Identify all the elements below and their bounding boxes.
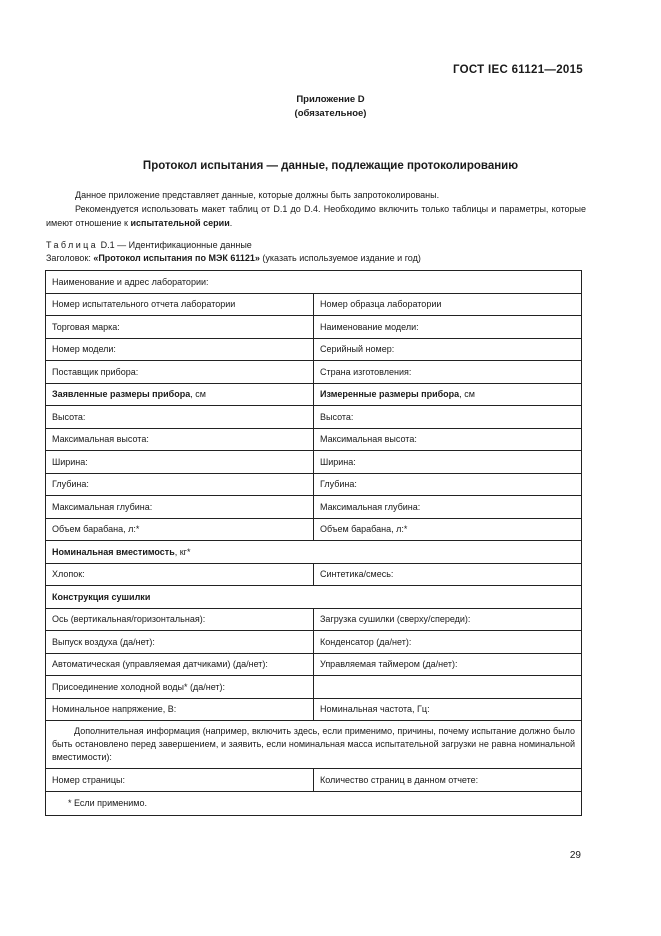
axis-cell[interactable]: Ось (вертикальная/горизонтальная): — [46, 608, 314, 631]
table-row — [46, 586, 582, 609]
table-row — [46, 383, 582, 406]
table-row — [46, 698, 582, 721]
serial-number-cell[interactable]: Серийный номер: — [314, 338, 582, 361]
supplier-cell[interactable]: Поставщик прибора: — [46, 361, 314, 384]
page-number-cell[interactable]: Номер страницы: — [46, 769, 314, 792]
capacity-label: Номинальная вместимость — [52, 546, 175, 557]
table-row — [46, 406, 582, 429]
header-suffix: (указать используемое издание и год) — [259, 253, 421, 263]
model-name-cell[interactable]: Наименование модели: — [314, 316, 582, 339]
table-row — [46, 791, 582, 815]
synthetic-cell[interactable]: Синтетика/смесь: — [314, 563, 582, 586]
frequency-cell[interactable]: Номинальная частота, Гц: — [314, 698, 582, 721]
table-row — [46, 271, 582, 294]
table-row — [46, 721, 582, 769]
declared-max-depth-cell[interactable]: Максимальная глубина: — [46, 496, 314, 519]
declared-height-cell[interactable]: Высота: — [46, 406, 314, 429]
table-row — [46, 361, 582, 384]
table-row — [46, 316, 582, 339]
declared-max-height-cell[interactable]: Максимальная высота: — [46, 428, 314, 451]
table-header-note — [46, 253, 421, 263]
cotton-cell[interactable]: Хлопок: — [46, 563, 314, 586]
appendix-title: Приложение D — [296, 94, 365, 105]
measured-width-cell[interactable]: Ширина: — [314, 451, 582, 474]
capacity-unit: , кг* — [174, 546, 191, 557]
declared-dimensions-header — [46, 383, 314, 406]
intro-paragraph-1: Данное приложение представляет данные, которые должны быть запротоколированы. — [75, 190, 440, 200]
voltage-cell[interactable]: Номинальное напряжение, В: — [46, 698, 314, 721]
report-number-cell[interactable]: Номер испытательного отчета лаборатории — [46, 293, 314, 316]
declared-width-cell[interactable]: Ширина: — [46, 451, 314, 474]
table-row — [46, 428, 582, 451]
table-label: Таблица — [46, 240, 99, 250]
construction-header: Конструкция сушилки — [46, 586, 582, 609]
measured-max-height-cell[interactable]: Максимальная высота: — [314, 428, 582, 451]
appendix-subtitle: (обязательное) — [294, 108, 367, 119]
document-title: Протокол испытания — данные, подлежащие протоколированию — [142, 160, 519, 172]
standard-designation: ГОСТ IEC 61121—2015 — [452, 64, 583, 76]
country-cell[interactable]: Страна изготовления: — [314, 361, 582, 384]
intro-p2-text: Рекомендуется использовать макет таблиц от D.1 до D.4. Необходимо включить только таблицы и параметры, которые имеют отношение к — [46, 204, 586, 228]
table-row — [46, 541, 582, 564]
declared-dims-label: Заявленные размеры прибора — [52, 389, 191, 400]
additional-info-text: Дополнительная информация (например, включить здесь, если применимо, причины, почему испытание должно было быть остановлено перед завершением, и заявить, если номинальная масса испытательной загрузки не равна номинальной вместимости): — [52, 726, 575, 762]
table-row — [46, 608, 582, 631]
model-number-cell[interactable]: Номер модели: — [46, 338, 314, 361]
table-caption — [46, 240, 252, 250]
measured-dims-label: Измеренные размеры прибора — [320, 389, 460, 400]
declared-dims-unit: , см — [190, 389, 206, 400]
header-title: «Протокол испытания по МЭК 61121» — [93, 253, 260, 263]
table-caption-rest: D.1 — Идентификационные данные — [98, 240, 252, 250]
automatic-cell[interactable]: Автоматическая (управляемая датчиками) (да/нет): — [46, 653, 314, 676]
air-outlet-cell[interactable]: Выпуск воздуха (да/нет): — [46, 631, 314, 654]
page-number: 29 — [569, 850, 581, 861]
table-row — [46, 473, 582, 496]
intro-paragraph-2 — [46, 202, 586, 230]
measured-max-depth-cell[interactable]: Максимальная глубина: — [314, 496, 582, 519]
measured-height-cell[interactable]: Высота: — [314, 406, 582, 429]
header-prefix: Заголовок: — [46, 253, 94, 263]
test-series-term: испытательной серии — [130, 218, 230, 228]
table-row — [46, 293, 582, 316]
lab-name-cell[interactable]: Наименование и адрес лаборатории: — [46, 271, 582, 294]
measured-depth-cell[interactable]: Глубина: — [314, 473, 582, 496]
empty-cell — [314, 676, 582, 699]
page-count-cell[interactable]: Количество страниц в данном отчете: — [314, 769, 582, 792]
table-row — [46, 631, 582, 654]
table-row — [46, 653, 582, 676]
measured-dimensions-header — [314, 383, 582, 406]
timer-cell[interactable]: Управляемая таймером (да/нет): — [314, 653, 582, 676]
identification-table — [45, 270, 582, 816]
table-row — [46, 563, 582, 586]
capacity-header — [46, 541, 582, 564]
footnote-cell: * Если применимо. — [46, 791, 582, 815]
measured-drum-volume-cell[interactable]: Объем барабана, л:* — [314, 518, 582, 541]
declared-drum-volume-cell[interactable]: Объем барабана, л:* — [46, 518, 314, 541]
table-row — [46, 451, 582, 474]
loading-cell[interactable]: Загрузка сушилки (сверху/спереди): — [314, 608, 582, 631]
condenser-cell[interactable]: Конденсатор (да/нет): — [314, 631, 582, 654]
cold-water-cell[interactable]: Присоединение холодной воды* (да/нет): — [46, 676, 314, 699]
brand-cell[interactable]: Торговая марка: — [46, 316, 314, 339]
table-row — [46, 496, 582, 519]
table-row — [46, 338, 582, 361]
declared-depth-cell[interactable]: Глубина: — [46, 473, 314, 496]
intro-p2-end: . — [229, 218, 233, 228]
table-row — [46, 676, 582, 699]
sample-number-cell[interactable]: Номер образца лаборатории — [314, 293, 582, 316]
measured-dims-unit: , см — [459, 389, 475, 400]
table-row — [46, 518, 582, 541]
additional-info-cell[interactable] — [46, 721, 582, 769]
table-row — [46, 769, 582, 792]
